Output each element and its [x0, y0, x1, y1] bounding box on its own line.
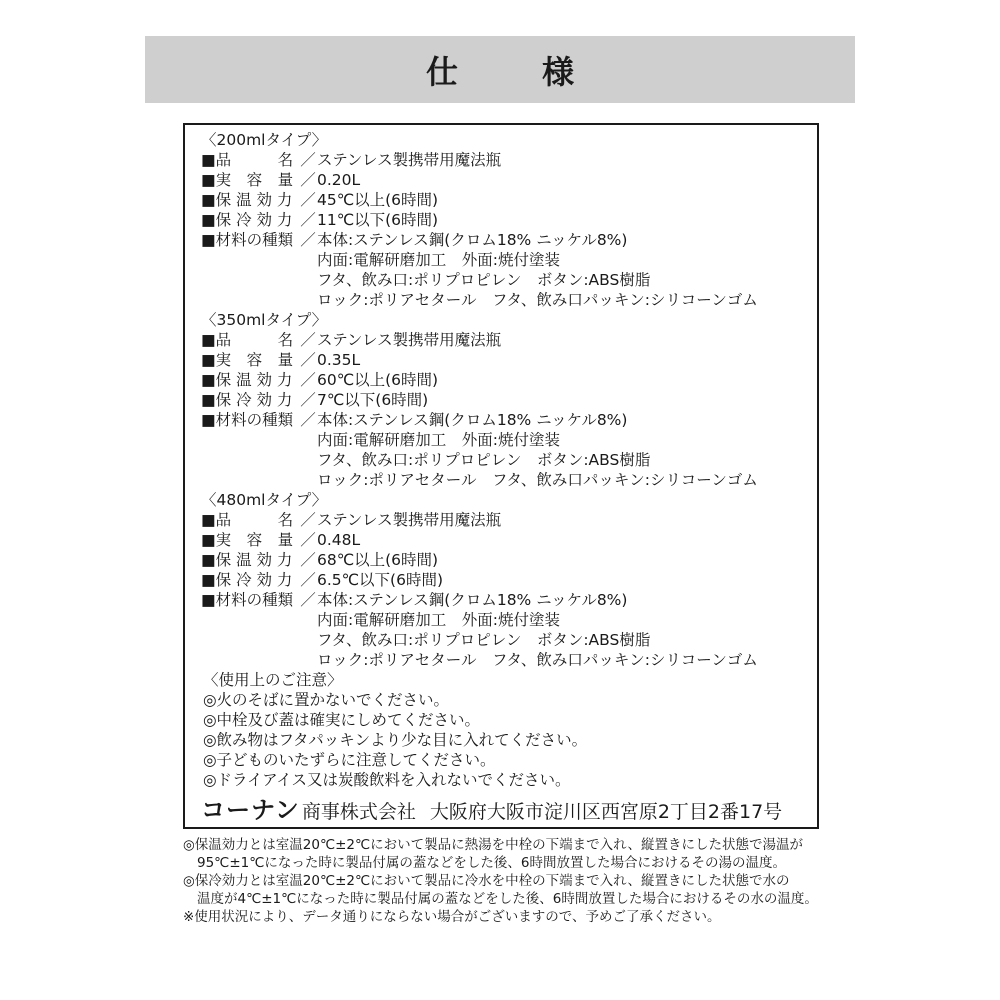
spec-row-warm [201, 370, 758, 390]
separator: ／ [300, 231, 316, 249]
spec-row-warm [201, 550, 758, 570]
value-capacity: 0.35L [317, 351, 361, 369]
footnote: ※使用状況により、データ通りにならない場合がございますので、予めご了承ください。 [183, 909, 721, 925]
footnotes [183, 836, 823, 926]
section-header: 〈350mlタイプ〉 [201, 311, 328, 329]
separator: ／ [300, 571, 316, 589]
separator: ／ [300, 151, 316, 169]
company-info [201, 790, 783, 824]
separator: ／ [300, 551, 316, 569]
spec-row-warm [201, 190, 758, 210]
separator: ／ [300, 531, 316, 549]
page-title: 仕 様 [425, 52, 600, 91]
label-material: ■材料の種類 [201, 411, 294, 429]
spec-section-200ml [201, 130, 758, 310]
spec-row-name [201, 510, 758, 530]
caution-header: 〈使用上のご注意〉 [203, 671, 343, 689]
separator: ／ [300, 331, 316, 349]
label-material: ■材料の種類 [201, 231, 294, 249]
spec-row-cold [201, 390, 758, 410]
separator: ／ [300, 411, 316, 429]
caution-item: ◎ドライアイス又は炭酸飲料を入れないでください。 [203, 771, 571, 789]
caution-item: ◎中栓及び蓋は確実にしめてください。 [203, 711, 481, 729]
caution-item: ◎飲み物はフタパッキンより少な目に入れてください。 [203, 731, 588, 749]
spec-row-capacity [201, 170, 758, 190]
value-warm: 68℃以上(6時間) [317, 551, 439, 569]
label-warm: ■保 温 効 力 [201, 191, 293, 209]
value-cold: 11℃以下(6時間) [317, 211, 439, 229]
value-name: ステンレス製携帯用魔法瓶 [317, 151, 502, 169]
separator: ／ [300, 351, 316, 369]
spec-row-cold [201, 570, 758, 590]
material-line: フタ、飲み口:ポリプロピレン ボタン:ABS樹脂 [317, 271, 651, 289]
material-line: 本体:ステンレス鋼(クロム18% ニッケル8%) [317, 591, 628, 609]
footnote: ◎保冷効力とは室温20℃±2℃において製品に冷水を中栓の下端まで入れ、縦置きにした状態で水の [183, 873, 790, 889]
footnote: ◎保温効力とは室温20℃±2℃において製品に熱湯を中栓の下端まで入れ、縦置きにした状態で湯温が [183, 837, 803, 853]
value-capacity: 0.48L [317, 531, 361, 549]
material-line: 内面:電解研磨加工 外面:焼付塗装 [317, 251, 560, 269]
label-capacity: ■実 容 量 [201, 531, 294, 549]
value-warm: 45℃以上(6時間) [317, 191, 439, 209]
caution-item: ◎子どものいたずらに注意してください。 [203, 751, 496, 769]
section-header: 〈480mlタイプ〉 [201, 491, 328, 509]
label-name: ■品 名 [201, 511, 294, 529]
caution-section [201, 670, 587, 790]
separator: ／ [300, 591, 316, 609]
material-line: フタ、飲み口:ポリプロピレン ボタン:ABS樹脂 [317, 631, 651, 649]
material-line: 本体:ステンレス鋼(クロム18% ニッケル8%) [317, 411, 628, 429]
label-cold: ■保 冷 効 力 [201, 571, 293, 589]
label-material: ■材料の種類 [201, 591, 294, 609]
material-line: ロック:ポリアセタール フタ、飲み口パッキン:シリコーンゴム [317, 471, 758, 489]
spec-section-350ml [201, 310, 758, 490]
company-address: 大阪府大阪市淀川区西宮原2丁目2番17号 [429, 801, 783, 823]
material-line: 本体:ステンレス鋼(クロム18% ニッケル8%) [317, 231, 628, 249]
section-header: 〈200mlタイプ〉 [201, 131, 328, 149]
caution-item: ◎火のそばに置かないでください。 [203, 691, 450, 709]
spec-row-material [201, 410, 758, 430]
spec-row-material [201, 230, 758, 250]
label-warm: ■保 温 効 力 [201, 371, 293, 389]
label-cold: ■保 冷 効 力 [201, 391, 293, 409]
spec-row-capacity [201, 530, 758, 550]
separator: ／ [300, 171, 316, 189]
spec-row-name [201, 150, 758, 170]
material-line: ロック:ポリアセタール フタ、飲み口パッキン:シリコーンゴム [317, 291, 758, 309]
label-cold: ■保 冷 効 力 [201, 211, 293, 229]
separator: ／ [300, 191, 316, 209]
material-line: ロック:ポリアセタール フタ、飲み口パッキン:シリコーンゴム [317, 651, 758, 669]
value-capacity: 0.20L [317, 171, 361, 189]
value-cold: 6.5℃以下(6時間) [317, 571, 444, 589]
separator: ／ [300, 211, 316, 229]
label-capacity: ■実 容 量 [201, 351, 294, 369]
footnote: 95℃±1℃になった時に製品付属の蓋などをした後、6時間放置した場合におけるその湯の温度。 [197, 855, 786, 871]
material-line: 内面:電解研磨加工 外面:焼付塗装 [317, 611, 560, 629]
company-name: 商事株式会社 [301, 801, 416, 823]
spec-row-name [201, 330, 758, 350]
spec-row-material [201, 590, 758, 610]
spec-row-capacity [201, 350, 758, 370]
label-warm: ■保 温 効 力 [201, 551, 293, 569]
spec-row-cold [201, 210, 758, 230]
title-bar [145, 36, 855, 103]
value-name: ステンレス製携帯用魔法瓶 [317, 511, 502, 529]
footnote: 温度が4℃±1℃になった時に製品付属の蓋などをした後、6時間放置した場合におけるその水の温度。 [197, 891, 818, 907]
material-line: 内面:電解研磨加工 外面:焼付塗装 [317, 431, 560, 449]
label-name: ■品 名 [201, 331, 294, 349]
value-warm: 60℃以上(6時間) [317, 371, 439, 389]
value-name: ステンレス製携帯用魔法瓶 [317, 331, 502, 349]
spec-section-480ml [201, 490, 758, 670]
label-capacity: ■実 容 量 [201, 171, 294, 189]
label-name: ■品 名 [201, 151, 294, 169]
value-cold: 7℃以下(6時間) [317, 391, 429, 409]
separator: ／ [300, 511, 316, 529]
material-line: フタ、飲み口:ポリプロピレン ボタン:ABS樹脂 [317, 451, 651, 469]
separator: ／ [300, 391, 316, 409]
company-logo: コーナン [201, 796, 300, 824]
separator: ／ [300, 371, 316, 389]
